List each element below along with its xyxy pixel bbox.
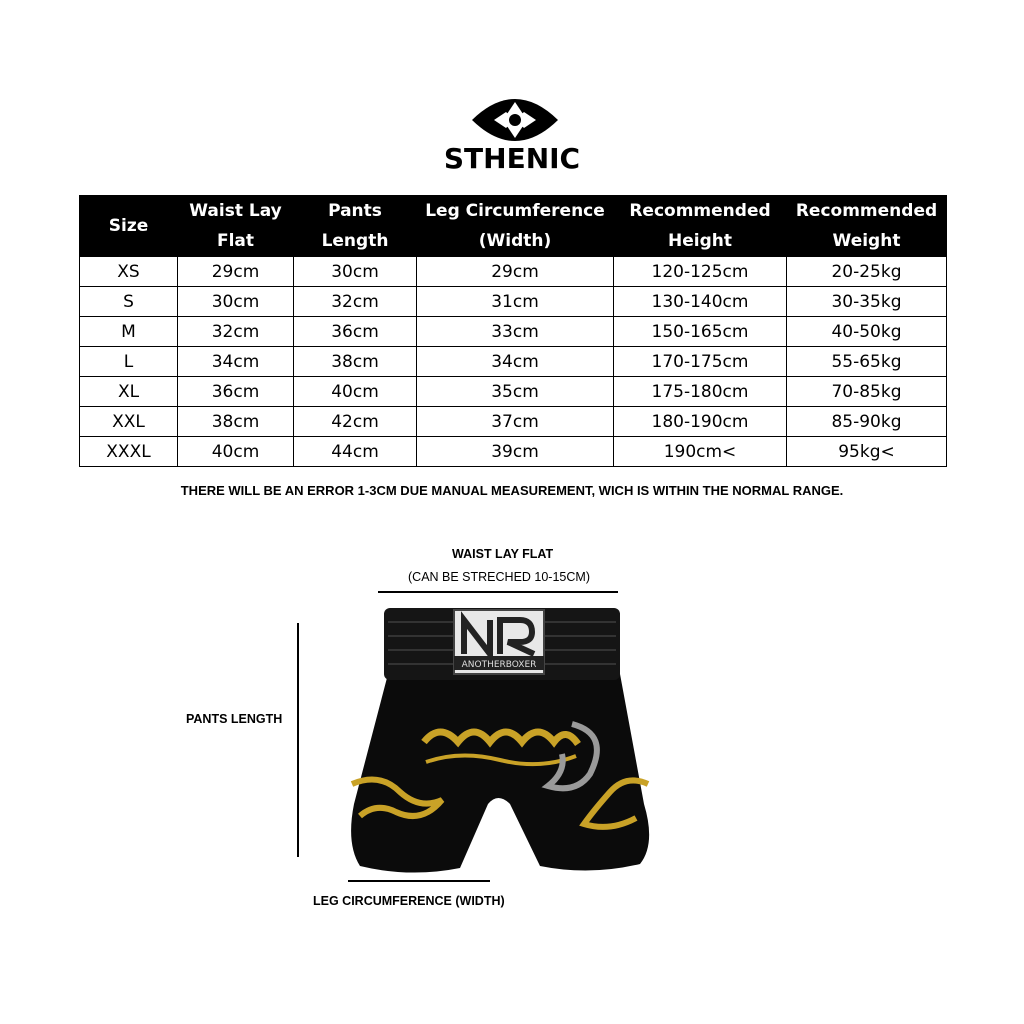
pants-length-label: PANTS LENGTH <box>186 712 283 726</box>
waist-sublabel: (CAN BE STRECHED 10-15CM) <box>408 570 590 584</box>
table-cell: 30cm <box>294 257 417 287</box>
table-cell: XS <box>80 257 178 287</box>
table-cell: 40cm <box>294 377 417 407</box>
pants-length-measure-line <box>297 623 299 857</box>
table-cell: 190cm< <box>614 437 787 467</box>
table-row <box>80 377 947 407</box>
table-cell: 36cm <box>178 377 294 407</box>
table-cell: 55-65kg <box>787 347 947 377</box>
waist-measure-line <box>378 591 618 593</box>
table-cell: 42cm <box>294 407 417 437</box>
table-cell: 31cm <box>417 287 614 317</box>
brand-logo-icon <box>470 94 560 146</box>
table-cell: 95kg< <box>787 437 947 467</box>
table-cell: 180-190cm <box>614 407 787 437</box>
table-cell: XXXL <box>80 437 178 467</box>
table-cell: 34cm <box>417 347 614 377</box>
table-cell: L <box>80 347 178 377</box>
table-cell: 36cm <box>294 317 417 347</box>
table-cell: 32cm <box>294 287 417 317</box>
table-cell: 70-85kg <box>787 377 947 407</box>
table-row <box>80 407 947 437</box>
header-leg: Leg Circumference (Width) <box>417 196 614 257</box>
table-cell: 29cm <box>178 257 294 287</box>
table-cell: 30-35kg <box>787 287 947 317</box>
header-weight: Recommended Weight <box>787 196 947 257</box>
table-cell: 38cm <box>294 347 417 377</box>
table-cell: 40cm <box>178 437 294 467</box>
table-cell: 130-140cm <box>614 287 787 317</box>
leg-measure-line <box>348 880 490 882</box>
table-row <box>80 347 947 377</box>
table-cell: 40-50kg <box>787 317 947 347</box>
table-cell: M <box>80 317 178 347</box>
table-row <box>80 317 947 347</box>
measurement-note: THERE WILL BE AN ERROR 1-3CM DUE MANUAL MEASUREMENT, WICH IS WITHIN THE NORMAL RANGE. <box>180 483 844 498</box>
table-cell: 170-175cm <box>614 347 787 377</box>
header-height: Recommended Height <box>614 196 787 257</box>
patch-text: ANOTHERBOXER <box>461 660 537 670</box>
table-cell: 39cm <box>417 437 614 467</box>
table-cell: 38cm <box>178 407 294 437</box>
table-cell: 32cm <box>178 317 294 347</box>
table-cell: 44cm <box>294 437 417 467</box>
table-cell: 35cm <box>417 377 614 407</box>
table-header-row <box>80 196 947 257</box>
table-cell: 29cm <box>417 257 614 287</box>
table-row <box>80 257 947 287</box>
brand-name: STHENIC <box>443 142 581 175</box>
table-cell: 34cm <box>178 347 294 377</box>
boxing-shorts-image <box>340 604 660 880</box>
table-row <box>80 437 947 467</box>
header-waist: Waist Lay Flat <box>178 196 294 257</box>
table-cell: 30cm <box>178 287 294 317</box>
waist-label: WAIST LAY FLAT <box>452 547 554 561</box>
table-cell: 150-165cm <box>614 317 787 347</box>
table-cell: XXL <box>80 407 178 437</box>
table-row <box>80 287 947 317</box>
leg-label: LEG CIRCUMFERENCE (WIDTH) <box>313 894 505 908</box>
header-pants-length: Pants Length <box>294 196 417 257</box>
table-cell: 20-25kg <box>787 257 947 287</box>
table-cell: 33cm <box>417 317 614 347</box>
table-cell: S <box>80 287 178 317</box>
table-cell: 175-180cm <box>614 377 787 407</box>
table-cell: 85-90kg <box>787 407 947 437</box>
table-cell: XL <box>80 377 178 407</box>
table-cell: 37cm <box>417 407 614 437</box>
header-size: Size <box>80 196 178 257</box>
size-chart-table <box>79 195 947 467</box>
table-cell: 120-125cm <box>614 257 787 287</box>
